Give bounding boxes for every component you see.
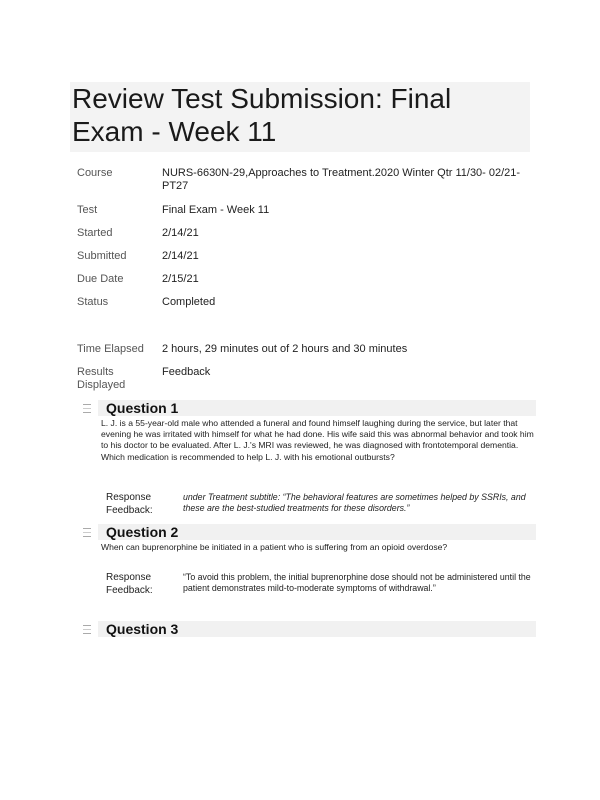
question-text: L. J. is a 55-year-old male who attended a funeral and found himself laughing during the service, but later that evening he was irritated with himself for what he had done. His wife said this was abnormal behavior and took him to his doctor to be evaluated. After L. J.'s MRI was reviewed, he was diagnosed with frontotemporal dementia. Which medication is recommended to help L. J. with his emotional outbursts? [101,418,534,462]
meta-value: 2/14/21 [162,250,199,262]
meta-label: Status [77,296,109,308]
question-title: Question 1 [106,400,179,416]
meta-label: Started [77,227,113,239]
meta-label: Due Date [77,273,124,285]
response-feedback-text: “To avoid this problem, the initial buprenorphine dose should not be administered until the patient demonstrates mild-to-moderate symptoms of withdrawal.” [183,572,531,593]
meta-value: Feedback [162,366,211,378]
response-feedback-text: under Treatment subtitle: “The behavioral features are sometimes helped by SSRIs, and these are the best-studied treatments for these disorders.” [183,492,526,513]
response-feedback-label: Response Feedback: [106,492,153,516]
question-title: Question 3 [106,621,179,637]
meta-value: 2/14/21 [162,227,199,239]
question-text: When can buprenorphine be initiated in a patient who is suffering from an opioid overdose? [101,542,448,552]
meta-label: Submitted [77,250,127,262]
question-status-icon [83,404,91,413]
meta-label: Course [77,167,113,179]
meta-value: 2 hours, 29 minutes out of 2 hours and 30 minutes [162,343,408,355]
meta-value: NURS-6630N-29,Approaches to Treatment.2020 Winter Qtr 11/30- 02/21-PT27 [162,167,521,192]
question-status-icon [83,528,91,537]
meta-label: Results Displayed [77,366,126,391]
question-title: Question 2 [106,524,179,540]
response-feedback-label: Response Feedback: [106,572,153,596]
meta-label: Time Elapsed [77,343,144,355]
page-title: Review Test Submission: Final Exam - Week 11 [72,83,452,147]
meta-value: 2/15/21 [162,273,199,285]
question-status-icon [83,625,91,634]
meta-value: Final Exam - Week 11 [162,204,270,216]
meta-label: Test [77,204,98,216]
meta-value: Completed [162,296,216,308]
